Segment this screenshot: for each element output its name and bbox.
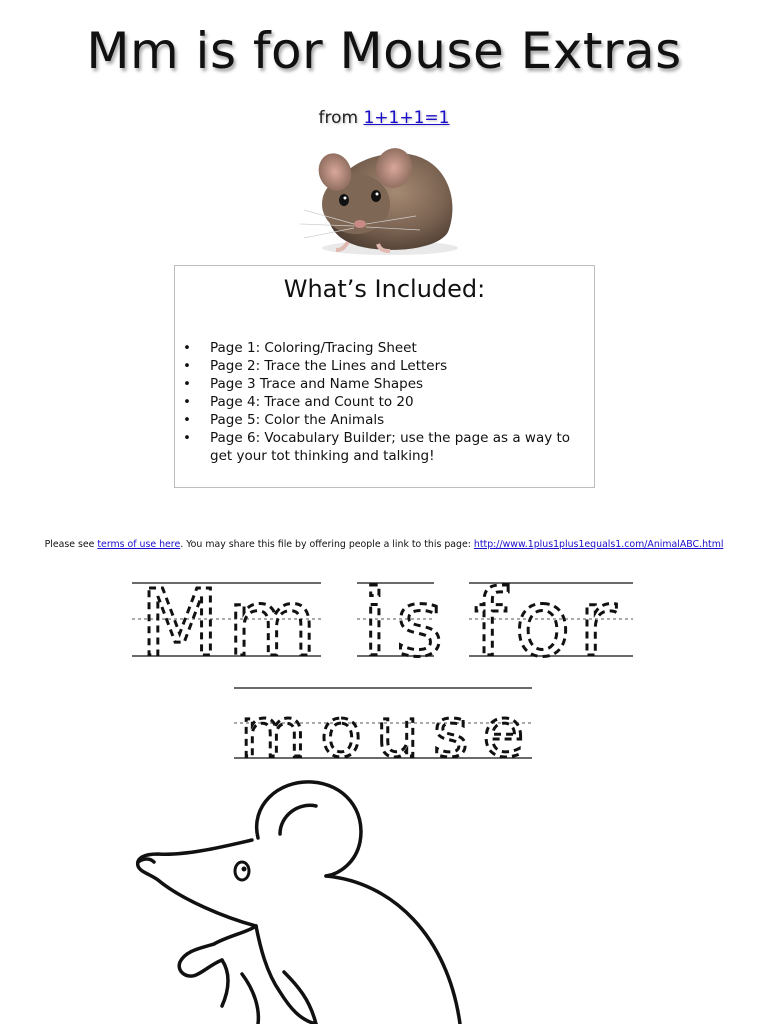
page-title: Mm is for Mouse Extras [86, 22, 682, 80]
terms-line [0, 539, 768, 550]
mouse-outline-drawing-icon [130, 776, 500, 1024]
source-link[interactable]: 1+1+1=1 [363, 108, 450, 128]
terms-link[interactable]: terms of use here [97, 539, 181, 550]
trace-word-mouse: mouse [240, 694, 539, 773]
tracing-area [0, 560, 768, 780]
animal-abc-link[interactable]: http://www.1plus1plus1equals1.com/AnimalABC.html [473, 539, 724, 550]
list-item: • Page 1: Coloring/Tracing Sheet [183, 339, 580, 357]
trace-word-mm: Mm [140, 570, 325, 677]
list-item: • Page 4: Trace and Count to 20 [183, 393, 580, 411]
included-list [183, 339, 580, 465]
source-line [0, 108, 768, 128]
whats-included-box [174, 265, 595, 488]
mouse-photo-icon [298, 132, 462, 258]
trace-word-is: is [362, 570, 452, 677]
terms-prefix: Please see [44, 539, 95, 550]
terms-middle: . You may share this file by offering people a link to this page: [180, 539, 471, 550]
list-item: • Page 5: Color the Animals [183, 411, 580, 429]
list-item: • Page 6: Vocabulary Builder; use the page as a way to get your tot thinking and talking! [183, 429, 580, 465]
whats-included-heading: What’s Included: [283, 275, 486, 303]
list-item: • Page 2: Trace the Lines and Letters [183, 357, 580, 375]
trace-word-for: for [474, 570, 625, 677]
from-label: from [318, 108, 359, 128]
list-item: • Page 3 Trace and Name Shapes [183, 375, 580, 393]
